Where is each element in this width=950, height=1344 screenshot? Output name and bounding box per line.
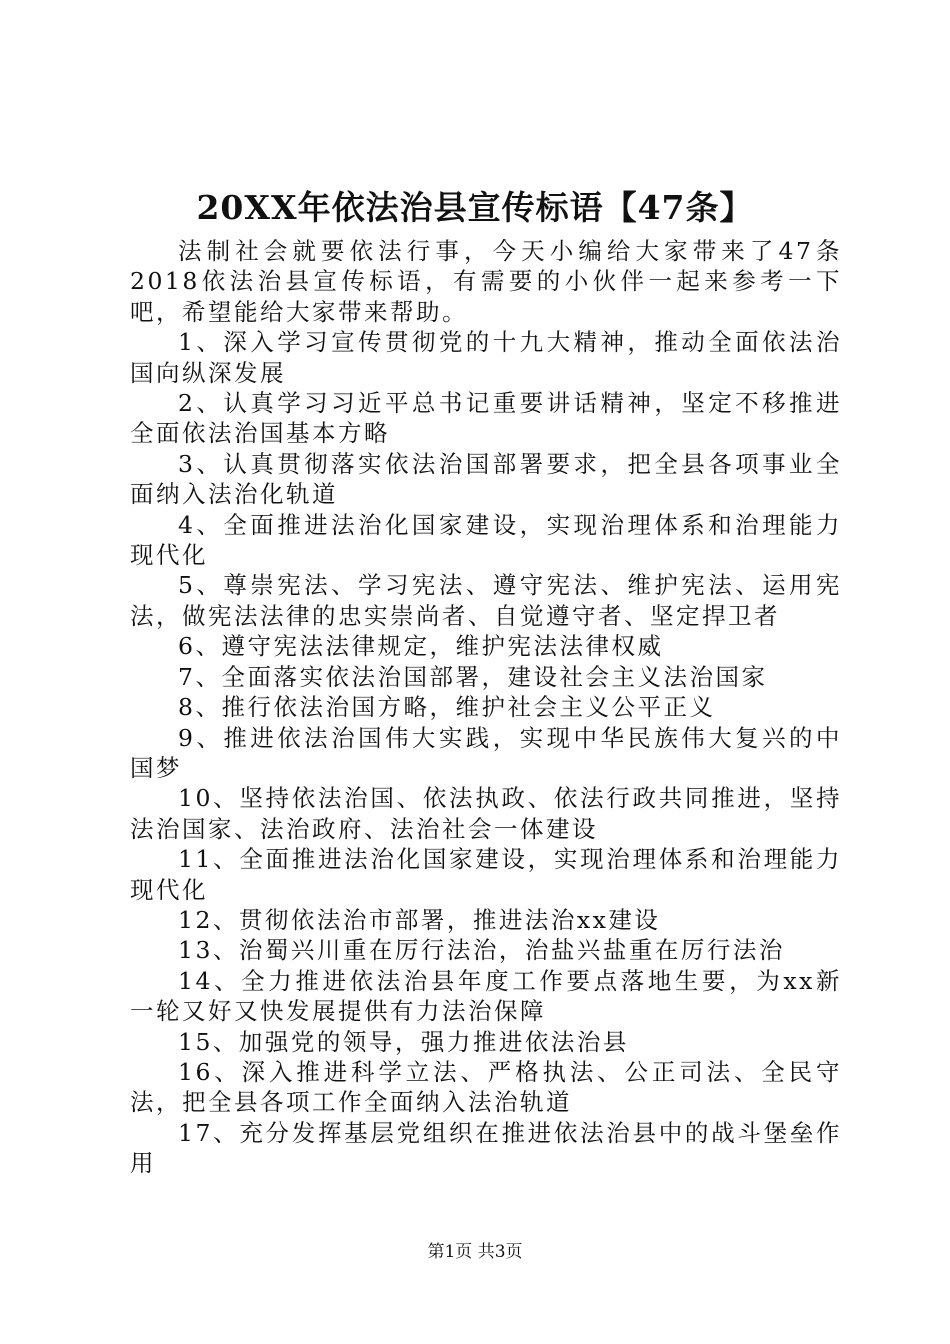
slogan-item: 4、全面推进法治化国家建设，实现治理体系和治理能力现代化 (130, 510, 842, 570)
slogan-item: 5、尊崇宪法、学习宪法、遵守宪法、维护宪法、运用宪法，做宪法法律的忠实崇尚者、自觉遵守者、坚定捍卫者 (130, 571, 842, 630)
slogan-item: 1、深入学习宣传贯彻党的十九大精神，推动全面依法治国向纵深发展 (130, 328, 842, 387)
slogan-item: 8、推行依法治国方略，维护社会主义公平正义 (178, 693, 716, 722)
slogan-item: 17、充分发挥基层党组织在推进依法治县中的战斗堡垒作用 (130, 1118, 842, 1178)
slogan-item: 12、贯彻依法治市部署，推进法治xx建设 (178, 905, 661, 934)
slogan-item: 3、认真贯彻落实依法治国部署要求，把全县各项事业全面纳入法治化轨道 (130, 449, 842, 509)
intro-paragraph: 法制社会就要依法行事，今天小编给大家带来了47条2018依法治县宣传标语，有需要的小伙伴一起来参考一下吧，希望能给大家带来帮助。 (130, 237, 842, 326)
slogan-item: 9、推进依法治国伟大实践，实现中华民族伟大复兴的中国梦 (130, 723, 842, 782)
slogan-item: 2、认真学习习近平总书记重要讲话精神，坚定不移推进全面依法治国基本方略 (130, 389, 842, 448)
slogan-item: 6、遵守宪法法律规定，维护宪法法律权威 (178, 632, 664, 661)
slogan-item: 15、加强党的领导，强力推进依法治县 (178, 1027, 629, 1056)
document-title: 20XX年依法治县宣传标语【47条】 (196, 188, 754, 227)
slogan-item: 10、坚持依法治国、依法执政、依法行政共同推进，坚持法治国家、法治政府、法治社会一体建设 (130, 784, 842, 843)
slogan-item: 11、全面推进法治化国家建设，实现治理体系和治理能力现代化 (130, 845, 842, 904)
slogan-item: 14、全力推进依法治县年度工作要点落地生要，为xx新一轮又好又快发展提供有力法治保障 (130, 966, 842, 1026)
document-body (130, 236, 842, 1179)
slogan-item: 16、深入推进科学立法、严格执法、公正司法、全民守法，把全县各项工作全面纳入法治轨道 (130, 1057, 842, 1117)
slogan-item: 7、全面落实依法治国部署，建设社会主义法治国家 (178, 662, 768, 691)
page-footer: 第1页 共3页 (427, 1242, 523, 1262)
slogan-item: 13、治蜀兴川重在厉行法治，治盐兴盐重在厉行法治 (178, 936, 785, 965)
